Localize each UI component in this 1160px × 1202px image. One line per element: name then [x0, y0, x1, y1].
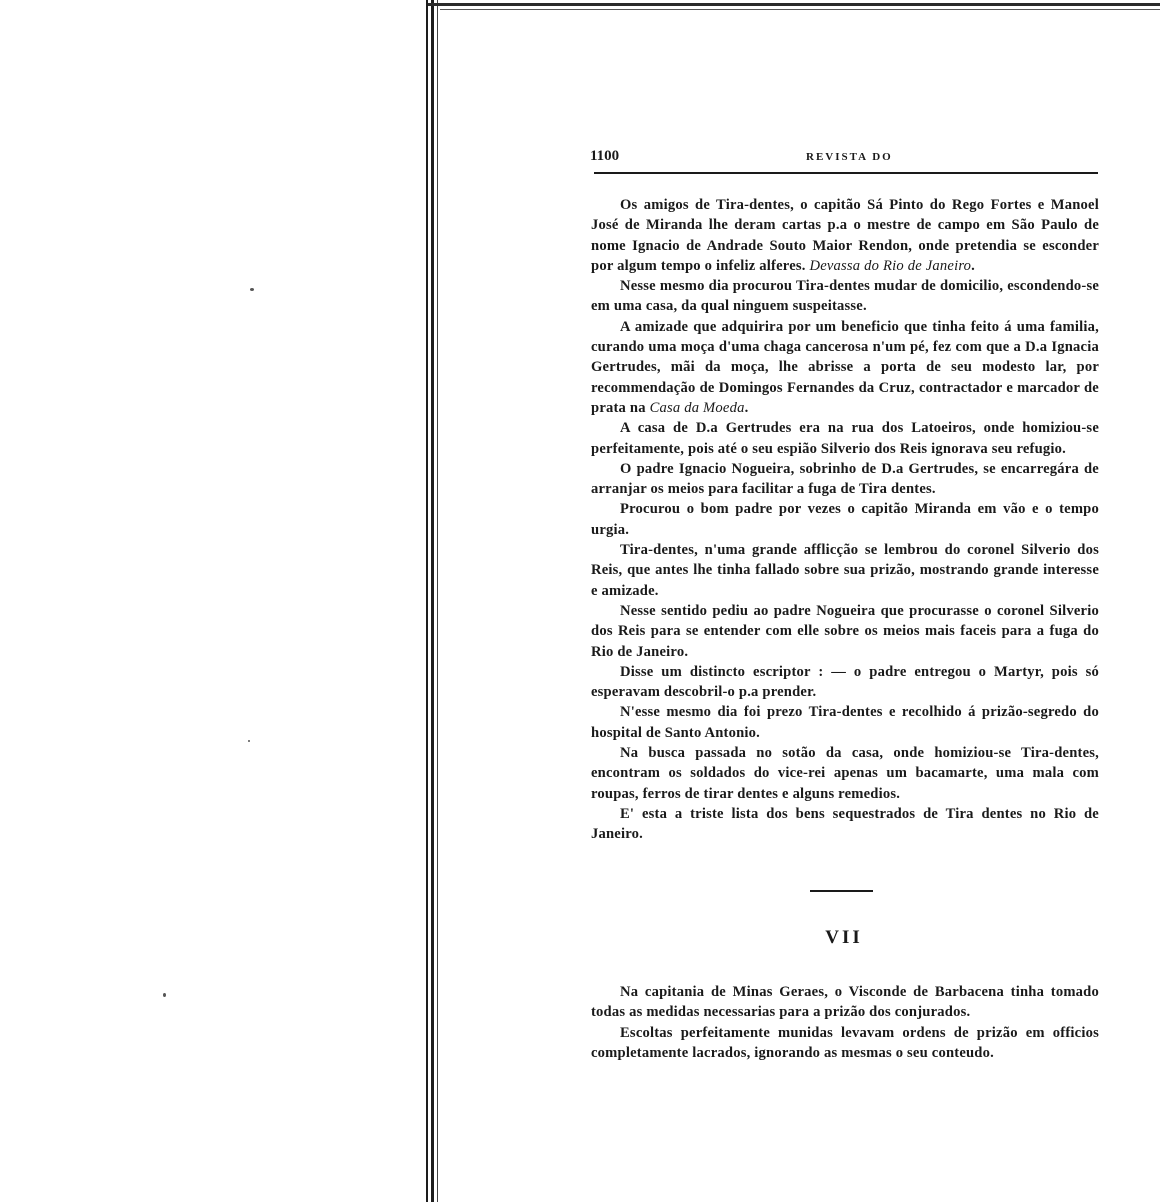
page-header: [590, 148, 1098, 170]
paragraph: Nesse sentido pediu ao padre Nogueira que procurasse o coronel Silverio dos Reis para se entender com elle sobre os meios mais faceis para a fuga do Rio de Janeiro.: [591, 602, 1099, 660]
paper-speck: [248, 740, 250, 742]
paragraph: A amizade que adquirira por um beneficio que tinha feito á uma familia, curando uma moça d'uma chaga cancerosa n'um pé, fez com que a D.a Ignacia Gertrudes, mãi da moça, lhe abrisse a porta de seu modesto lar, por recommendação de Domingos Fernandes da Cruz, contractador e marcador de prata na Casa da Moeda.: [591, 318, 1099, 416]
page-top-edge-inner: [440, 9, 1160, 10]
facing-blank-page: [0, 0, 425, 1202]
paragraph: Na capitania de Minas Geraes, o Visconde de Barbacena tinha tomado todas as medidas necessarias para a prizão dos conjurados.: [591, 984, 1099, 1021]
section-heading: VII: [825, 927, 863, 948]
paragraph: Escoltas perfeitamente munidas levavam ordens de prizão em officios completamente lacrados, ignorando as mesmas o seu conteudo.: [591, 1024, 1099, 1061]
header-rule: [594, 172, 1098, 174]
paragraph: A casa de D.a Gertrudes era na rua dos Latoeiros, onde homiziou-se perfeitamente, pois até o seu espião Silverio dos Reis ignorava seu refugio.: [591, 420, 1099, 457]
paragraph: O padre Ignacio Nogueira, sobrinho de D.a Gertrudes, se encarregára de arranjar os meios para facilitar a fuga de Tira dentes.: [591, 460, 1099, 498]
paper-speck: [250, 288, 254, 291]
paragraph: Disse um distincto escriptor : — o padre entregou o Martyr, pois só esperavam descobril-o p.a prender.: [591, 663, 1099, 701]
paragraph: Nesse mesmo dia procurou Tira-dentes mudar de domicilio, escondendo-se em uma casa, da qual ninguem suspeitasse.: [591, 278, 1099, 315]
page-top-edge: [428, 3, 1160, 6]
paragraph: N'esse mesmo dia foi prezo Tira-dentes e recolhido á prizão-segredo do hospital de Santo Antonio.: [591, 704, 1099, 741]
paragraph: Os amigos de Tira-dentes, o capitão Sá Pinto do Rego Fortes e Manoel José de Miranda lhe deram cartas p.a o mestre de campo em São Paulo de nome Ignacio de Andrade Souto Maior Rendon, onde pretendia se esconder por algum tempo o infeliz alferes. Devassa do Rio de Janeiro.: [591, 197, 1099, 274]
citation: Devassa do Rio de Janeiro: [809, 257, 972, 274]
running-head: REVISTA DO: [806, 151, 893, 163]
body-text: [591, 195, 1099, 845]
book-binding-edge: [425, 0, 443, 1202]
section-divider: [810, 890, 873, 892]
paper-speck: [163, 993, 166, 997]
paragraph: E' esta a triste lista dos bens sequestrados de Tira dentes no Rio de Janeiro.: [591, 805, 1099, 843]
paragraph: Procurou o bom padre por vezes o capitão Miranda em vão e o tempo urgia.: [591, 501, 1099, 538]
page-number: 1100: [590, 148, 620, 164]
paragraph: Tira-dentes, n'uma grande afflicção se lembrou do coronel Silverio dos Reis, que antes lhe tinha fallado sobre sua prizão, mostrando grande interesse e amizade.: [591, 542, 1099, 599]
paragraph: Na busca passada no sotão da casa, onde homiziou-se Tira-dentes, encontram os soldados do vice-rei apenas um bacamarte, uma mala com roupas, ferros de tirar dentes e alguns remedios.: [591, 745, 1099, 802]
section-body-text: [591, 982, 1099, 1063]
place-name: Casa da Moeda: [649, 399, 745, 416]
